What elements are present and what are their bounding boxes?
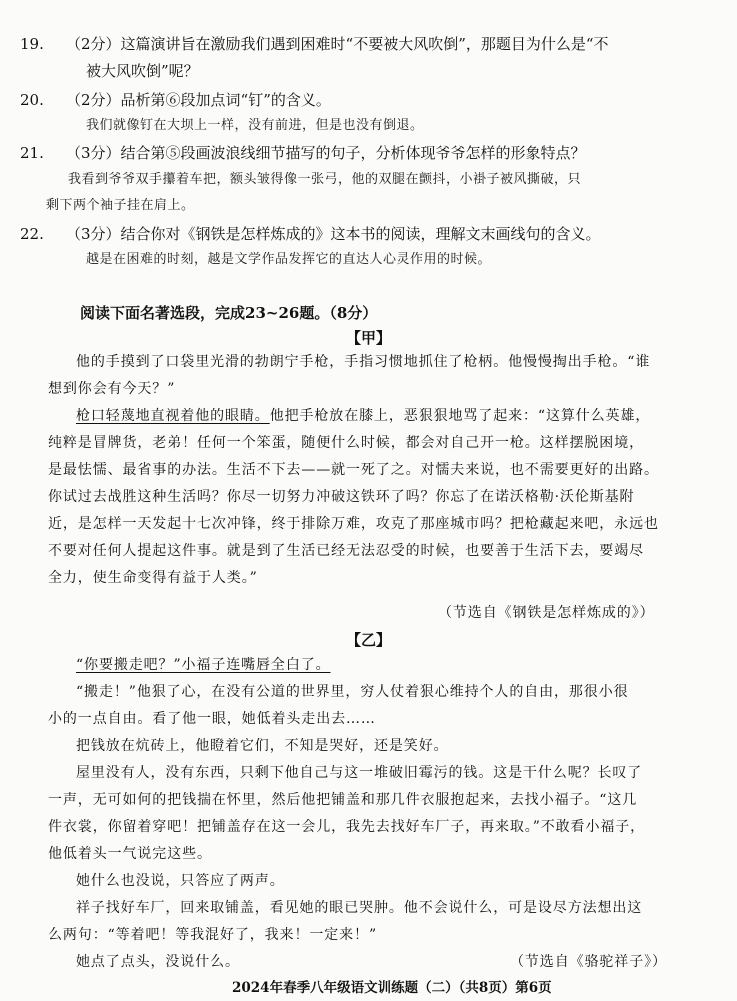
passage-yi-title: 【乙】 <box>345 631 391 649</box>
passage-yi-line: 一声，无可如何的把钱揣在怀里，然后他把铺盖和那几件衣服抱起来，去找小福子。“这几 <box>48 792 638 808</box>
question-text: （3分）结合第⑤段画波浪线细节描写的句子，分析体现爷爷怎样的形象特点？ <box>66 144 586 162</box>
passage-yi-source: （节选自《骆驼祥子》） <box>510 954 667 970</box>
passage-yi-line: “搬走！”他狠了心，在没有公道的世界里，穷人仗着狠心维持个人的自由，那很小很 <box>76 684 629 700</box>
passage-yi-line: 屋里没有人，没有东西，只剩下他自己与这一堆破旧霉污的钱。这是干什么呢？长叹了 <box>76 765 643 781</box>
question-text: （3分）结合你对《钢铁是怎样炼成的》这本书的阅读，理解文末画线句的含义。 <box>66 225 601 243</box>
passage-jia-line <box>76 406 650 426</box>
passage-jia-line: 近，是怎样一天发起十七次冲锋，终于排除万难，攻克了那座城市吗？把枪藏起来吧，永远也 <box>48 516 659 532</box>
passage-jia-line: 是最怯懦、最省事的办法。生活不下去——就一死了之。对懦夫来说，也不需要更好的出路。 <box>48 462 659 478</box>
question-number: 19. <box>20 35 44 53</box>
passage-jia-line: 不要对任何人提起这件事。就是到了生活已经无法忍受的时候，也要善于生活下去，要竭尽 <box>48 543 644 559</box>
question-number: 21. <box>20 144 44 162</box>
passage-jia-title: 【甲】 <box>345 329 391 347</box>
underlined-sentence: 枪口轻蔑地直视着他的眼睛。 <box>76 408 270 424</box>
handwritten-answer-21: 我看到爷爷双手攥着车把，额头皱得像一张弓，他的双腿在颤抖，小褂子被风撕破，只 <box>68 172 582 187</box>
passage-yi-line: 把钱放在炕砖上，他瞪着它们，不知是哭好，还是笑好。 <box>76 738 449 754</box>
page-footer: 2024年春季八年级语文训练题（二）（共8页）第6页 <box>232 980 552 996</box>
passage-jia-line: 全力，使生命变得有益于人类。” <box>48 570 258 586</box>
question-text: （2分）品析第⑥段加点词“钉”的含义。 <box>66 91 331 109</box>
passage-jia-source: （节选自《钢铁是怎样炼成的》） <box>438 605 655 621</box>
section-instruction: 阅读下面名著选段，完成23~26题。（8分） <box>80 304 378 322</box>
underlined-sentence: “你要搬走吧？”小福子连嘴唇全白了。 <box>76 657 331 673</box>
passage-jia-line: 想到你会有今天？” <box>48 381 176 397</box>
passage-yi-line: 她什么也没说，只答应了两声。 <box>76 873 285 889</box>
handwritten-answer-22: 越是在困难的时刻，越是文学作品发挥它的直达人心灵作用的时候。 <box>86 252 492 267</box>
question-22 <box>20 224 601 244</box>
handwritten-answer-21-cont: 剩下两个袖子挂在肩上。 <box>46 198 195 213</box>
passage-yi-line: 祥子找好车厂，回来取铺盖，看见她的眼已哭肿。他不会说什么，可是设尽方法想出这 <box>76 900 643 916</box>
handwritten-answer-20: 我们就像钉在大坝上一样，没有前进，但是也没有倒退。 <box>86 118 424 133</box>
passage-jia-line: 你试过去战胜这种生活吗？你尽一切努力冲破这铁环了吗？你忘了在诺沃格勒·沃伦斯基附 <box>48 489 635 505</box>
question-19 <box>20 34 609 54</box>
question-number: 20. <box>20 91 44 109</box>
passage-yi-line: 件衣裳，你留着穿吧！把铺盖存在这一会儿，我先去找好车厂子，再来取。”不敢看小福子， <box>48 819 646 835</box>
passage-jia-line: 纯粹是冒牌货，老弟！任何一个笨蛋，随便什么时候，都会对自己开一枪。这样摆脱困境， <box>48 435 644 451</box>
question-number: 22. <box>20 225 44 243</box>
passage-text: 他把手枪放在膝上，恶狠狠地骂了起来：“这算什么英雄， <box>269 408 651 424</box>
question-21 <box>20 143 586 163</box>
passage-yi-line: 小的一点自由。看了他一眼，她低着头走出去…… <box>48 711 376 727</box>
question-text: （2分）这篇演讲旨在激励我们遇到困难时“不要被大风吹倒”，那题目为什么是“不 <box>66 35 609 53</box>
passage-yi-line: 她点了点头，没说什么。 <box>76 954 240 970</box>
passage-jia-line: 他的手摸到了口袋里光滑的勃朗宁手枪，手指习惯地抓住了枪柄。他慢慢掏出手枪。“谁 <box>76 354 651 370</box>
question-20 <box>20 90 331 110</box>
passage-yi-line: 么两句：“等着吧！等我混好了，我来！一定来！” <box>48 927 378 943</box>
passage-yi-line: 他低着头一气说完这些。 <box>48 846 212 862</box>
question-19-cont: 被大风吹倒”呢？ <box>86 62 199 80</box>
